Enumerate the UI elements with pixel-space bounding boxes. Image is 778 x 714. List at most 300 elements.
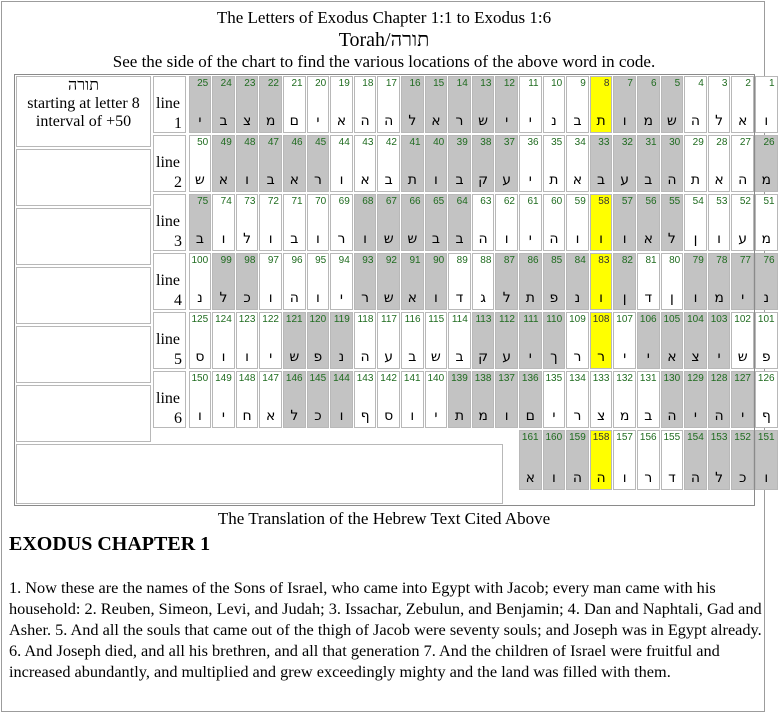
letter-cell <box>566 194 589 251</box>
letter-cell-highlighted <box>590 430 613 490</box>
letter-index: 51 <box>763 196 775 207</box>
hebrew-letter: ר <box>455 113 464 129</box>
hebrew-letter: ת <box>596 113 606 129</box>
hebrew-letter: נ <box>197 290 203 306</box>
hebrew-letter: ש <box>478 113 489 129</box>
letter-index: 146 <box>285 373 303 384</box>
letter-index: 102 <box>734 314 751 325</box>
hebrew-letter: ש <box>407 231 418 247</box>
letter-index: 99 <box>220 255 232 266</box>
letter-index: 16 <box>409 78 421 89</box>
hebrew-letter: ו <box>575 231 580 247</box>
letter-index: 129 <box>687 373 704 384</box>
letter-cell <box>590 135 613 192</box>
hebrew-letter: ב <box>455 172 464 188</box>
hebrew-letter: ו <box>599 290 603 306</box>
letter-index: 72 <box>267 196 279 207</box>
hebrew-letter: י <box>646 349 650 365</box>
letter-index: 91 <box>409 255 421 266</box>
letter-index: 110 <box>546 314 563 325</box>
hebrew-letter: פ <box>313 349 323 365</box>
letter-cell <box>189 76 212 133</box>
hebrew-letter: ה <box>667 172 677 188</box>
letter-cell <box>637 135 660 192</box>
letter-index: 158 <box>592 432 610 443</box>
letter-cell <box>425 76 448 133</box>
letter-index: 159 <box>569 432 586 443</box>
letter-cell <box>354 253 377 310</box>
side-panel-word: תורה <box>68 77 99 94</box>
letter-cell <box>307 135 330 192</box>
letter-cell <box>731 430 754 490</box>
letter-cell <box>519 312 542 369</box>
hebrew-letter: ד <box>668 470 676 486</box>
letter-cell <box>212 135 235 192</box>
letter-index: 5 <box>674 78 681 89</box>
letter-cell <box>637 76 660 133</box>
letter-cell <box>377 312 400 369</box>
letter-index: 24 <box>220 78 232 89</box>
letter-cell <box>236 312 259 369</box>
letter-cell <box>637 371 660 428</box>
hebrew-letter: י <box>741 290 745 306</box>
hebrew-letter: נ <box>574 290 581 306</box>
hebrew-letter: ה <box>596 470 606 486</box>
letter-cell <box>543 253 566 310</box>
hebrew-letter: ב <box>290 231 299 247</box>
letter-cell <box>566 430 589 490</box>
hebrew-letter: מ <box>714 290 724 306</box>
side-panel-empty <box>16 267 151 324</box>
line-word: line <box>156 154 180 171</box>
hebrew-letter: א <box>525 470 535 486</box>
letter-index: 78 <box>716 255 728 266</box>
letter-index: 3 <box>721 78 728 89</box>
hebrew-letter: א <box>431 113 441 129</box>
hebrew-letter: ע <box>384 349 394 365</box>
letter-cell <box>708 135 731 192</box>
line-label <box>153 135 186 192</box>
letter-index: 131 <box>639 373 657 384</box>
hebrew-letter: ו <box>221 349 226 365</box>
letter-index: 141 <box>403 373 421 384</box>
hebrew-letter: ר <box>361 290 370 306</box>
letter-index: 65 <box>433 196 445 207</box>
hebrew-letter: ע <box>620 172 630 188</box>
letter-index: 143 <box>356 373 374 384</box>
letter-cell <box>236 253 259 310</box>
hebrew-letter: א <box>572 172 583 188</box>
hebrew-letter: ו <box>504 231 509 247</box>
hebrew-letter: י <box>528 113 532 129</box>
line-label <box>153 76 186 133</box>
line-word: line <box>156 272 180 289</box>
letter-cell <box>708 312 731 369</box>
letter-cell <box>472 312 495 369</box>
letter-index: 22 <box>267 78 279 89</box>
letter-cell <box>661 371 684 428</box>
hebrew-letter: ה <box>549 231 559 247</box>
letter-cell <box>330 312 353 369</box>
letter-cell <box>566 312 589 369</box>
letter-index: 49 <box>220 137 232 148</box>
hebrew-letter: י <box>269 349 273 365</box>
letter-index: 61 <box>527 196 539 207</box>
letter-cell <box>708 430 731 490</box>
letter-cell <box>613 430 636 490</box>
hebrew-letter: ה <box>360 349 370 365</box>
hebrew-letter: מ <box>761 172 772 188</box>
letter-cell <box>189 194 212 251</box>
hebrew-letter: ל <box>715 470 724 486</box>
letter-cell <box>307 253 330 310</box>
hebrew-letter: ה <box>738 172 748 188</box>
hebrew-letter: ף <box>761 408 771 424</box>
letter-cell <box>755 371 778 428</box>
letter-index: 134 <box>569 373 586 384</box>
letter-cell <box>401 253 424 310</box>
hebrew-letter: ה <box>690 113 701 129</box>
letter-cell <box>661 135 684 192</box>
hebrew-letter: ו <box>315 290 320 306</box>
letter-cell <box>495 253 518 310</box>
letter-cell <box>519 430 542 490</box>
letter-cell <box>448 371 471 428</box>
letter-index: 52 <box>739 196 751 207</box>
letter-cell <box>684 135 707 192</box>
letter-index: 64 <box>456 196 468 207</box>
hebrew-letter: ד <box>644 290 653 306</box>
letter-cell <box>661 194 684 251</box>
letter-index: 69 <box>338 196 350 207</box>
hebrew-letter: א <box>407 290 417 306</box>
hebrew-letter: ו <box>315 231 320 247</box>
letter-index: 15 <box>433 78 445 89</box>
letter-index: 109 <box>569 314 586 325</box>
hebrew-letter: י <box>552 408 556 424</box>
side-panel-empty <box>16 326 151 383</box>
letter-index: 160 <box>545 432 563 443</box>
letter-cell <box>684 253 707 310</box>
letter-index: 140 <box>427 373 445 384</box>
letter-index: 85 <box>551 255 563 266</box>
hebrew-letter: ו <box>363 231 367 247</box>
hebrew-letter: י <box>528 349 532 365</box>
hebrew-letter: ב <box>644 172 653 188</box>
side-panel-empty <box>16 385 151 442</box>
hebrew-letter: ו <box>245 349 249 365</box>
letter-index: 13 <box>480 78 492 89</box>
letter-index: 32 <box>621 137 633 148</box>
letter-cell <box>307 194 330 251</box>
letter-cell <box>330 371 353 428</box>
hebrew-letter: ר <box>597 349 606 365</box>
letter-cell <box>495 312 518 369</box>
hebrew-letter: ף <box>360 408 370 424</box>
line-label <box>153 312 186 369</box>
letter-cell <box>708 76 731 133</box>
letter-cell <box>377 194 400 251</box>
letter-cell <box>236 371 259 428</box>
letter-cell <box>425 312 448 369</box>
hebrew-letter: ע <box>738 231 748 247</box>
letter-index: 145 <box>309 373 327 384</box>
letter-cell <box>590 371 613 428</box>
letter-cell <box>236 135 259 192</box>
letter-index: 7 <box>627 78 633 89</box>
letter-cell <box>307 76 330 133</box>
letter-index: 147 <box>262 373 279 384</box>
letter-index: 135 <box>545 373 563 384</box>
letter-cell <box>637 194 660 251</box>
letter-cell <box>377 371 400 428</box>
letter-index: 87 <box>503 255 515 266</box>
letter-index: 148 <box>238 373 256 384</box>
letter-cell <box>401 194 424 251</box>
hebrew-letter: ב <box>195 231 204 247</box>
hebrew-letter: נ <box>338 349 345 365</box>
hebrew-letter: ב <box>431 231 440 247</box>
hebrew-letter: א <box>266 408 276 424</box>
letter-cell <box>684 312 707 369</box>
hebrew-letter: א <box>360 172 370 188</box>
letter-cell-highlighted <box>590 312 613 369</box>
letter-index: 138 <box>474 373 492 384</box>
letter-cell <box>189 253 212 310</box>
line-label <box>153 371 186 428</box>
letter-index: 41 <box>409 137 421 148</box>
hebrew-letter: ו <box>551 470 556 486</box>
letter-index: 122 <box>262 314 279 325</box>
hebrew-letter: ו <box>599 231 603 247</box>
hebrew-letter: ל <box>243 231 252 247</box>
hebrew-letter: פ <box>549 290 559 306</box>
hebrew-letter: ב <box>573 113 582 129</box>
letter-cell <box>755 194 778 251</box>
hebrew-letter: מ <box>478 408 488 424</box>
letter-index: 43 <box>362 137 374 148</box>
letter-cell <box>472 371 495 428</box>
hebrew-letter: ם <box>525 408 535 424</box>
hebrew-letter: א <box>336 113 347 129</box>
hebrew-letter: ת <box>525 290 535 306</box>
hebrew-letter: י <box>316 113 320 129</box>
hebrew-letter: ו <box>197 408 202 424</box>
hebrew-letter: ב <box>455 231 464 247</box>
line-word: line <box>156 331 180 348</box>
letter-index: 54 <box>692 196 704 207</box>
letter-index: 127 <box>734 373 751 384</box>
hebrew-letter: ת <box>454 408 465 424</box>
letter-cell <box>519 135 542 192</box>
letter-cell <box>613 135 636 192</box>
letter-index: 101 <box>757 314 775 325</box>
letter-cell <box>448 312 471 369</box>
letter-index: 82 <box>621 255 633 266</box>
hebrew-letter: ן <box>669 290 674 306</box>
letter-cell <box>354 135 377 192</box>
hebrew-letter: ס <box>384 408 394 424</box>
hebrew-letter: ו <box>764 470 769 486</box>
letter-index: 58 <box>598 196 610 207</box>
letter-cell <box>377 253 400 310</box>
side-panel-interval: interval of +50 <box>35 113 132 130</box>
letter-index: 113 <box>475 314 492 325</box>
letter-cell-highlighted <box>590 194 613 251</box>
hebrew-letter: ש <box>737 349 748 365</box>
letter-index: 59 <box>574 196 586 207</box>
letter-index: 10 <box>551 78 563 89</box>
hebrew-letter: ו <box>268 231 273 247</box>
letter-index: 17 <box>385 78 397 89</box>
letter-index: 139 <box>451 373 468 384</box>
letter-index: 37 <box>503 137 515 148</box>
letter-cell <box>731 312 754 369</box>
letter-cell <box>283 312 306 369</box>
letter-index: 79 <box>692 255 704 266</box>
letter-cell <box>283 371 306 428</box>
letter-cell <box>543 312 566 369</box>
letter-cell <box>637 430 660 490</box>
letter-cell <box>212 76 235 133</box>
letter-index: 116 <box>404 314 421 325</box>
letter-cell <box>731 253 754 310</box>
letter-index: 35 <box>551 137 563 148</box>
letter-cell <box>259 312 282 369</box>
letter-index: 71 <box>291 196 303 207</box>
letter-cell <box>307 371 330 428</box>
letter-index: 77 <box>739 255 751 266</box>
hebrew-letter: ן <box>622 290 627 306</box>
hebrew-letter: י <box>434 408 438 424</box>
letter-cell <box>708 371 731 428</box>
letter-index: 156 <box>639 432 657 443</box>
line-number: 6 <box>174 410 182 427</box>
hebrew-letter: א <box>289 172 299 188</box>
letter-cell <box>283 135 306 192</box>
letter-cell <box>637 253 660 310</box>
hebrew-letter: ה <box>384 113 394 129</box>
letter-index: 19 <box>338 78 350 89</box>
letter-cell <box>472 194 495 251</box>
letter-index: 81 <box>645 255 657 266</box>
hebrew-letter: ק <box>478 172 489 188</box>
hebrew-letter: מ <box>619 408 630 424</box>
letter-cell <box>543 194 566 251</box>
letter-cell <box>425 135 448 192</box>
hebrew-letter: ה <box>360 113 370 129</box>
hebrew-letter: ת <box>407 172 417 188</box>
letter-cell <box>212 253 235 310</box>
letter-index: 83 <box>598 255 610 266</box>
letter-index: 38 <box>480 137 492 148</box>
letter-cell <box>708 194 731 251</box>
letter-cell <box>495 194 518 251</box>
line-number: 5 <box>174 351 182 368</box>
letter-cell <box>330 135 353 192</box>
letter-cell <box>543 135 566 192</box>
letter-index: 149 <box>215 373 232 384</box>
letter-index: 46 <box>291 137 303 148</box>
letter-cell <box>543 430 566 490</box>
hebrew-letter: מ <box>643 113 654 129</box>
letter-index: 23 <box>244 78 256 89</box>
letter-index: 94 <box>338 255 350 266</box>
letter-cell <box>495 76 518 133</box>
letter-index: 11 <box>528 78 539 89</box>
hebrew-letter: ו <box>339 172 344 188</box>
hebrew-letter: ב <box>384 172 393 188</box>
hebrew-letter: א <box>643 231 653 247</box>
letter-index: 70 <box>315 196 327 207</box>
letter-cell <box>448 135 471 192</box>
letter-cell <box>236 194 259 251</box>
letter-cell <box>189 135 212 192</box>
letter-index: 66 <box>409 196 421 207</box>
letter-index: 27 <box>739 137 751 148</box>
letter-cell <box>543 371 566 428</box>
letter-index: 36 <box>527 137 539 148</box>
hebrew-letter: ו <box>221 231 226 247</box>
hebrew-letter: ה <box>289 290 299 306</box>
letter-cell <box>684 430 707 490</box>
letter-cell <box>259 76 282 133</box>
letter-cell <box>566 253 589 310</box>
hebrew-letter: ו <box>622 113 627 129</box>
letter-index: 106 <box>639 314 657 325</box>
letter-cell <box>259 371 282 428</box>
hebrew-letter: י <box>528 172 532 188</box>
hebrew-letter: י <box>717 349 721 365</box>
letter-index: 118 <box>357 314 374 325</box>
hebrew-letter: ש <box>666 113 677 129</box>
letter-cell <box>212 194 235 251</box>
letter-index: 132 <box>616 373 633 384</box>
letter-cell <box>189 371 212 428</box>
letter-index: 67 <box>385 196 397 207</box>
hebrew-letter: ו <box>622 470 627 486</box>
letter-cell <box>307 312 330 369</box>
letter-index: 42 <box>385 137 397 148</box>
letter-index: 6 <box>651 78 657 89</box>
hebrew-letter: ד <box>455 290 464 306</box>
letter-index: 74 <box>220 196 232 207</box>
letter-index: 45 <box>315 137 327 148</box>
letter-cell <box>684 371 707 428</box>
hebrew-letter: י <box>198 113 202 129</box>
bottom-empty-block <box>16 444 503 504</box>
letter-index: 126 <box>757 373 775 384</box>
letter-cell <box>330 253 353 310</box>
hebrew-letter: ש <box>383 290 394 306</box>
letter-index: 56 <box>645 196 657 207</box>
letter-cell <box>684 76 707 133</box>
hebrew-letter: ו <box>693 290 698 306</box>
side-panel <box>16 76 151 147</box>
letter-index: 136 <box>521 373 539 384</box>
letter-cell <box>448 194 471 251</box>
hebrew-letter: נ <box>551 113 557 129</box>
hebrew-letter: ב <box>219 113 228 129</box>
hebrew-letter: ר <box>313 172 322 188</box>
letter-index: 115 <box>428 314 445 325</box>
hebrew-letter: כ <box>243 290 251 306</box>
letter-index: 121 <box>285 314 303 325</box>
hebrew-letter: ה <box>667 408 677 424</box>
hebrew-letter: ו <box>622 231 627 247</box>
letter-index: 103 <box>710 314 728 325</box>
letter-index: 124 <box>215 314 232 325</box>
